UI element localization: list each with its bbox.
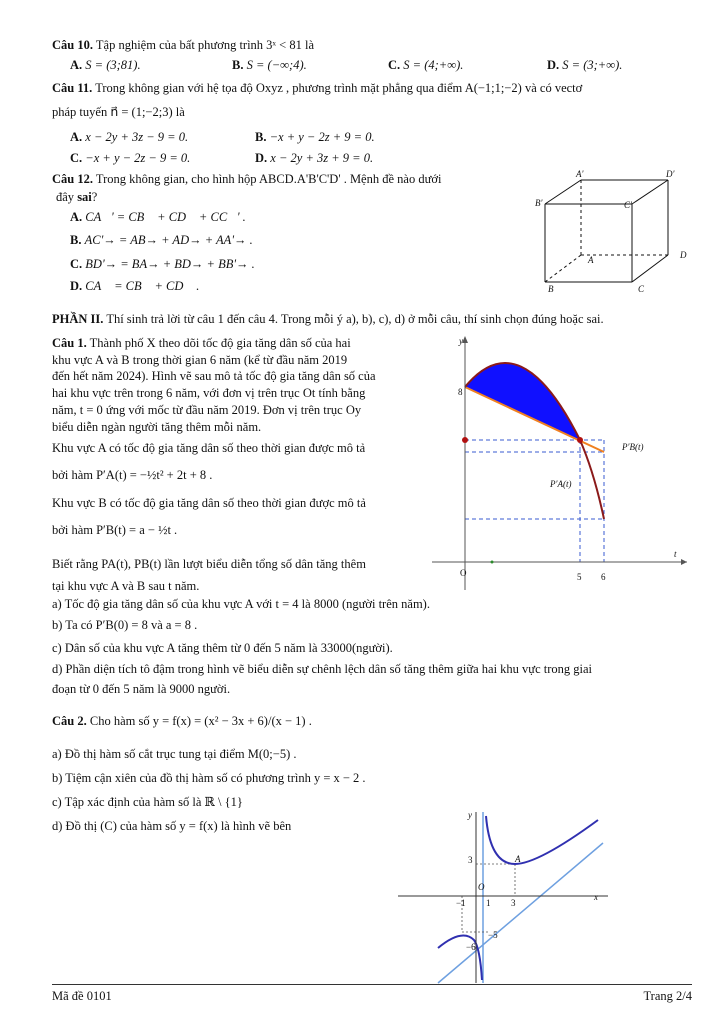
tick-label-neg6: −6: [466, 942, 476, 952]
origin-label: O: [460, 568, 467, 578]
vertex-label: C: [638, 284, 645, 294]
option-key: C.: [70, 257, 83, 271]
option-key: A.: [70, 58, 83, 72]
option-value: S = (3;+∞).: [562, 58, 623, 72]
option-key: C.: [388, 58, 401, 72]
option-value: S = (−∞;4).: [246, 58, 307, 72]
q10-option-c[interactable]: [388, 57, 463, 73]
part2-heading: [52, 311, 604, 327]
option-value: CA⃗ = CB⃗ + CD⃗ .: [85, 279, 200, 293]
p2q1-formula-b: bởi hàm P′B(t) = a − ½t .: [52, 523, 178, 537]
option-value: AC'→ = AB→ + AD→ + AA'→ .: [84, 233, 253, 247]
option-key: D.: [70, 279, 83, 293]
q12-stem-line2: [56, 189, 97, 205]
point-label-a: A: [515, 854, 521, 864]
tick-label-neg1: −1: [456, 898, 466, 908]
tick-label-6: 6: [601, 572, 606, 582]
part2-text: Thí sinh trả lời từ câu 1 đến câu 4. Trong mỗi ý a), b), c), d) ở mỗi câu, thí sinh chọn đúng hoặc sai.: [106, 312, 604, 326]
point-marker: [462, 437, 468, 443]
q10-option-d[interactable]: [547, 57, 622, 73]
right-branch: [486, 816, 598, 864]
p2q1-statement-b[interactable]: b) Ta có P′B(0) = 8 và a = 8 .: [52, 618, 198, 632]
p2q1-line-text: Thành phố X theo dõi tốc độ gia tăng dân số của hai: [89, 336, 351, 350]
edge: [632, 180, 668, 204]
hidden-edge: [545, 255, 581, 282]
option-value: BD'→ = BA→ + BD→ + BB'→ .: [85, 257, 255, 271]
p2q1-line: năm, t = 0 ứng với mốc từ đầu năm 2019. Đơn vị trên trục Oy: [52, 403, 362, 417]
q11-option-a[interactable]: [70, 129, 188, 145]
p2q1-statement-d-line1[interactable]: d) Phần diện tích tô đậm trong hình vẽ biểu diễn sự chênh lệch dân số tăng thêm giữa hai khu vực trong giai: [52, 662, 592, 676]
vertex-label: A: [588, 255, 594, 265]
p2q1-statement-a[interactable]: a) Tốc độ gia tăng dân số của khu vực A với t = 4 là 8000 (người trên năm).: [52, 597, 430, 611]
p2q1-line: khu vực A và B trong thời gian 6 năm (kể từ đầu năm 2019: [52, 353, 348, 367]
p2q2-text: Cho hàm số y = f(x) = (x² − 3x + 6)/(x − 1) .: [89, 714, 312, 728]
vertex-label: D: [680, 250, 687, 260]
q11-text1: Trong không gian với hệ tọa độ Oxyz , phương trình mặt phẳng qua điểm A(−1;1;−2) và có vectơ: [95, 81, 583, 95]
q12-text2-pre: đây: [56, 190, 78, 204]
q10-option-b[interactable]: [232, 57, 307, 73]
tick-label-8: 8: [458, 387, 463, 397]
tick-label-3-y: 3: [468, 855, 473, 865]
p2q2-label: Câu 2.: [52, 714, 87, 728]
part2-label: PHẦN II.: [52, 312, 104, 326]
p2q1-line: hai khu vực trên trong 6 năm, với đơn vị trên trục Ot tính bằng: [52, 386, 366, 400]
option-key: C.: [70, 151, 83, 165]
q12-option-b[interactable]: [70, 232, 253, 248]
q12-text2-bold: sai: [77, 190, 92, 204]
vertex-label: B': [535, 198, 543, 208]
page-number: Trang 2/4: [643, 989, 692, 1003]
q12-text1: Trong không gian, cho hình hộp ABCD.A'B'C'D' . Mệnh đề nào dưới: [95, 172, 442, 186]
option-key: A.: [70, 210, 83, 224]
q11-option-b[interactable]: [255, 129, 375, 145]
option-value: −x + y − 2z − 9 = 0.: [85, 151, 191, 165]
q10-stem: [52, 37, 314, 53]
point-marker: [491, 561, 494, 564]
tick-label-5: 5: [577, 572, 582, 582]
exam-code: Mã đề 0101: [52, 989, 112, 1003]
p2q1-line: Biết rằng PA(t), PB(t) lần lượt biểu diễn tổng số dân tăng thêm: [52, 557, 366, 571]
q10-option-a[interactable]: [70, 57, 141, 73]
option-value: CA⃗' = CB⃗ + CD⃗ + CC⃗' .: [85, 210, 246, 224]
option-key: D.: [255, 151, 268, 165]
option-value: x − 2y + 3z + 9 = 0.: [270, 151, 374, 165]
option-key: B.: [232, 58, 244, 72]
p2q2-statement-d[interactable]: d) Đồ thị (C) của hàm số y = f(x) là hình vẽ bên: [52, 819, 292, 833]
option-value: S = (3;81).: [85, 58, 141, 72]
p2q1-line: Khu vực B có tốc độ gia tăng dân số theo thời gian được mô tả: [52, 496, 366, 510]
shaded-difference-region: [465, 363, 580, 440]
edge: [632, 255, 668, 282]
p2q2-stem: [52, 713, 312, 729]
q12-option-c[interactable]: [70, 256, 255, 272]
p2q2-statement-c[interactable]: c) Tập xác định của hàm số là ℝ \ {1}: [52, 795, 243, 809]
q12-text2-post: ?: [91, 190, 98, 204]
vertex-label: C': [624, 200, 632, 210]
tick-label-1: 1: [486, 898, 491, 908]
pb-label: P′B(t): [622, 442, 644, 452]
vertex-label: A': [576, 169, 584, 179]
option-key: A.: [70, 130, 83, 144]
page-footer: [52, 984, 692, 1003]
rational-function-graph: [398, 808, 610, 984]
q12-option-d[interactable]: [70, 278, 199, 294]
population-growth-graph: [432, 332, 694, 592]
q11-option-c[interactable]: [70, 150, 190, 166]
option-value: −x + y − 2z + 9 = 0.: [269, 130, 375, 144]
option-value: x − 2y + 3z − 9 = 0.: [85, 130, 189, 144]
p2q2-statement-a[interactable]: a) Đồ thị hàm số cắt trục tung tại điểm M(0;−5) .: [52, 747, 297, 761]
option-key: B.: [70, 233, 82, 247]
q11-stem-line2: pháp tuyến n⃗ = (1;−2;3) là: [52, 105, 185, 119]
p2q1-line: [52, 335, 351, 351]
p2q1-line: đến hết năm 2024). Hình vẽ sau mô tả tốc độ gia tăng dân số của: [52, 369, 376, 383]
t-axis-label: t: [674, 549, 677, 559]
p2q1-formula-a: bởi hàm P′A(t) = −½t² + 2t + 8 .: [52, 468, 213, 482]
parallelepiped-figure: [530, 168, 690, 296]
pa-label: P′A(t): [550, 479, 572, 489]
q11-label: Câu 11.: [52, 81, 93, 95]
p2q1-line: tại khu vực A và B sau t năm.: [52, 579, 200, 593]
p2q1-statement-c[interactable]: c) Dân số của khu vực A tăng thêm từ 0 đến 5 năm là 33000(người).: [52, 641, 393, 655]
p2q1-line: biểu diễn ngàn người tăng thêm mỗi năm.: [52, 420, 262, 434]
tick-label-neg5: −5: [488, 930, 498, 940]
y-axis-label: y: [459, 336, 463, 346]
y-axis-label: y: [468, 810, 472, 820]
tick-label-3-x: 3: [511, 898, 516, 908]
edge: [545, 180, 581, 204]
t-axis-arrow: [681, 559, 687, 565]
q12-stem-line1: [52, 171, 441, 187]
q11-stem-line1: [52, 80, 582, 96]
vertex-label: D': [666, 169, 675, 179]
option-value: S = (4;+∞).: [403, 58, 464, 72]
vertex-label: B: [548, 284, 554, 294]
q12-label: Câu 12.: [52, 172, 93, 186]
p2q2-statement-b[interactable]: b) Tiệm cận xiên của đồ thị hàm số có phương trình y = x − 2 .: [52, 771, 366, 785]
origin-label: O: [478, 882, 485, 892]
point-marker: [577, 437, 583, 443]
option-key: B.: [255, 130, 267, 144]
p2q1-label: Câu 1.: [52, 336, 87, 350]
q11-option-d[interactable]: [255, 150, 373, 166]
p2q1-line: Khu vực A có tốc độ gia tăng dân số theo thời gian được mô tả: [52, 441, 366, 455]
option-key: D.: [547, 58, 560, 72]
q10-label: Câu 10.: [52, 38, 93, 52]
q12-option-a[interactable]: [70, 209, 246, 225]
q10-text: Tập nghiệm của bất phương trình 3ˣ < 81 là: [95, 38, 314, 52]
p2q1-statement-d-line2[interactable]: đoạn từ 0 đến 5 năm là 9000 người.: [52, 682, 231, 696]
x-axis-label: x: [594, 892, 598, 902]
